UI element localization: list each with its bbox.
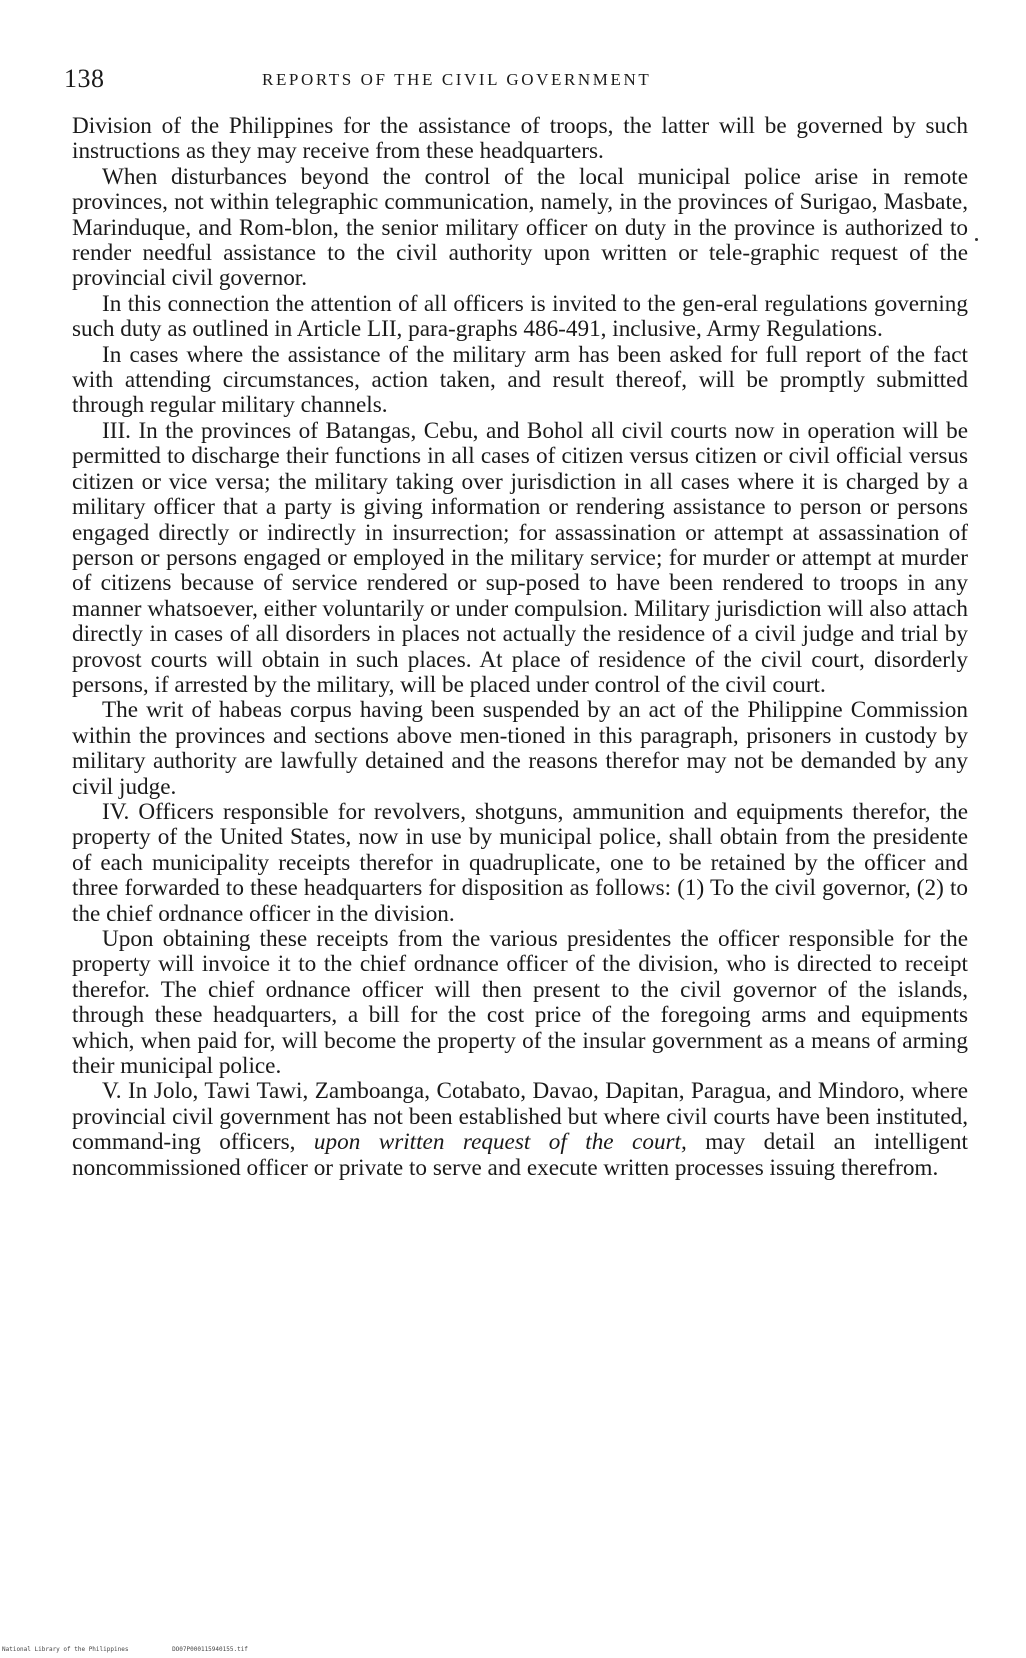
paragraph-habeas-corpus: The writ of habeas corpus having been suspended by an act of the Philippine Commission within the provinces and sections above men-tioned in this paragraph, prisoners in custody by military authority are lawfully detained and the reasons therefor may not be demanded by any civil judge. (72, 697, 968, 800)
scan-footer (2, 1646, 248, 1653)
section-v-text-after: may detail an intelligent noncommissioned officer or private to serve and execute written processes issuing therefrom. (72, 1129, 968, 1181)
paragraph-section-iii: III. In the provinces of Batangas, Cebu, and Bohol all civil courts now in operation will be permitted to discharge their functions in all cases of citizen versus citizen or civil official versus citizen or vice versa; the military taking over jurisdiction in all cases where it is charged by a military officer that a party is giving information or rendering assistance to person or persons engaged directly or indirectly in insurrection; for assassination or attempt at assassination of person or persons engaged or employed in the military service; for murder or attempt at murder of citizens because of service rendered or sup-posed to have been rendered to troops in any manner whatsoever, either voluntarily or under compulsion. Military jurisdiction will also attach directly in cases of all disorders in places not actually the residence of a civil judge and trial by provost courts will obtain in such places. At place of residence of the civil court, disorderly persons, if arrested by the military, will be placed under control of the civil court. (72, 417, 968, 698)
section-v-text-before: V. In Jolo, Tawi Tawi, Zamboanga, Cotabato, Davao, Dapitan, Paragua, and Mindoro, where provincial civil government has not been established but where civil courts have been instituted, command-ing officers, (72, 1078, 968, 1156)
page-number: 138 (64, 64, 105, 93)
paragraph-receipts: Upon obtaining these receipts from the various presidentes the officer responsible for the property will invoice it to the chief ordnance officer of the division, who is directed to receipt therefor. The chief ordnance officer will then present to the civil governor of the islands, through these headquarters, a bill for the cost price of the foregoing arms and equipments which, when paid for, will become the property of the insular government as a means of arming their municipal police. (72, 926, 968, 1080)
paragraph-section-v (72, 1079, 968, 1181)
page-header (64, 64, 974, 96)
paragraph-reports: In cases where the assistance of the military arm has been asked for full report of the fact with attending circumstances, action taken, and result thereof, will be promptly submitted through regular military channels. (72, 341, 968, 419)
footer-library: National Library of the Philippines (2, 1646, 129, 1653)
section-v-italic-phrase: upon written request of the court, (313, 1129, 687, 1156)
paragraph-disturbances: When disturbances beyond the control of the local municipal police arise in remote provinces, not within telegraphic communication, namely, in the provinces of Surigao, Masbate, Marinduque, and Rom-blon, the senior military officer on duty in the province is authorized to render needful assistance to the civil authority upon written or tele-graphic request of the provincial civil governor. (72, 163, 968, 292)
scan-speck (975, 238, 978, 241)
paragraph-regulations: In this connection the attention of all officers is invited to the gen-eral regulations governing such duty as outlined in Article LII, para-graphs 486-491, inclusive, Army Regulations. (72, 290, 968, 343)
footer-file: DO07P000115940155.tif (172, 1646, 248, 1653)
body-text (72, 114, 968, 1181)
paragraph-section-iv: IV. Officers responsible for revolvers, shotguns, ammunition and equipments therefor, the property of the United States, now in use by municipal police, shall obtain from the presidente of each municipality receipts therefor in quadruplicate, one to be retained by the officer and three forwarded to these headquarters for disposition as follows: (1) To the civil governor, (2) to the chief ordnance officer in the division. (72, 798, 968, 927)
paragraph-continued: Division of the Philippines for the assistance of troops, the latter will be governed by such instructions as they may receive from these headquarters. (72, 113, 968, 165)
running-head: REPORTS OF THE CIVIL GOVERNMENT (262, 70, 652, 89)
